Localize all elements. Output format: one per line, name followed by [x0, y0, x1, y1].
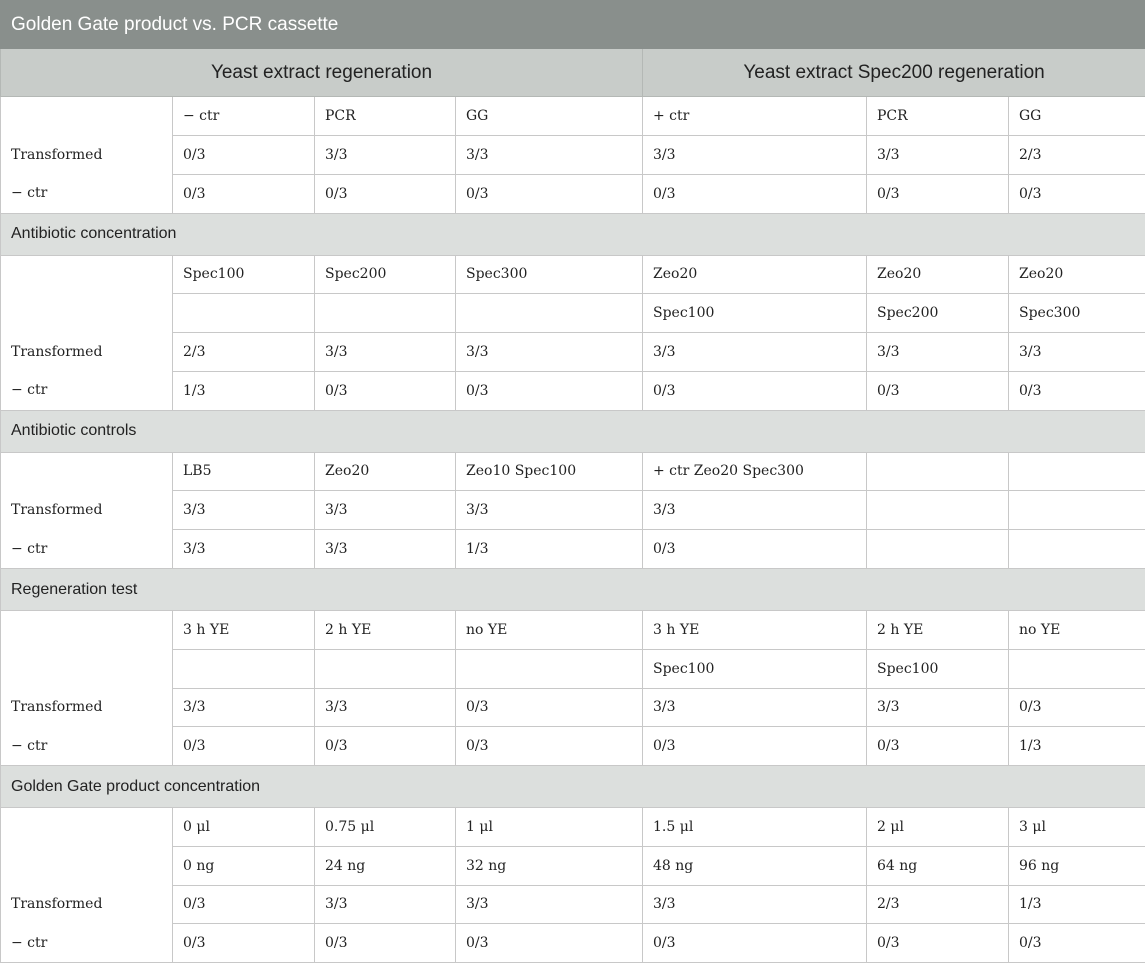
table-cell: [867, 452, 1009, 491]
table-cell: 0/3: [1009, 174, 1145, 213]
table-title: Golden Gate product vs. PCR cassette: [1, 1, 1145, 49]
table-cell: 1/3: [173, 371, 315, 410]
table-cell: [315, 294, 456, 333]
table-cell: 3/3: [315, 688, 456, 727]
table-cell: 0/3: [315, 174, 456, 213]
table-cell: 0/3: [643, 924, 867, 963]
table-cell: 3/3: [315, 135, 456, 174]
table-cell: Zeo20: [1009, 255, 1145, 294]
table-row: [1, 611, 1145, 650]
table-cell: 0/3: [456, 371, 643, 410]
table-row: [1, 727, 1145, 766]
table-cell: 3/3: [456, 135, 643, 174]
table-cell: 0/3: [643, 371, 867, 410]
table-row: [1, 294, 1145, 333]
table-cell: 3/3: [315, 333, 456, 372]
table-cell: 24 ng: [315, 846, 456, 885]
table-cell: 3/3: [456, 885, 643, 924]
table-cell: 0/3: [643, 174, 867, 213]
table-cell: 3 h YE: [173, 611, 315, 650]
row-label: Transformed: [11, 147, 102, 163]
row-label: Transformed: [11, 502, 102, 518]
table-cell: 1 μl: [456, 808, 643, 847]
table-body: [1, 97, 1145, 963]
table-cell: 64 ng: [867, 846, 1009, 885]
table-cell: Spec300: [1009, 294, 1145, 333]
table-row: [1, 924, 1145, 963]
table-cell: 2 h YE: [315, 611, 456, 650]
table-cell: 3 h YE: [643, 611, 867, 650]
table-cell: 32 ng: [456, 846, 643, 885]
table-cell: 0/3: [173, 885, 315, 924]
table-cell: 1/3: [1009, 885, 1145, 924]
row-label: − ctr: [11, 738, 47, 754]
row-label-group: [1, 611, 173, 766]
table-row: [1, 333, 1145, 372]
table-cell: 0/3: [643, 727, 867, 766]
table-cell: [1009, 491, 1145, 530]
row-label: − ctr: [11, 935, 47, 951]
table-cell: 0/3: [1009, 688, 1145, 727]
row-label-group: [1, 255, 173, 410]
table-cell: 0/3: [315, 727, 456, 766]
table-row: [1, 491, 1145, 530]
table-cell: [867, 530, 1009, 569]
table-cell: 2 μl: [867, 808, 1009, 847]
table-cell: 0.75 μl: [315, 808, 456, 847]
table-cell: [315, 649, 456, 688]
row-label: Transformed: [11, 896, 102, 912]
table-cell: 3/3: [1009, 333, 1145, 372]
table-cell: 0/3: [643, 530, 867, 569]
table-cell: 3/3: [643, 333, 867, 372]
table-cell: 3/3: [315, 885, 456, 924]
table-cell: Zeo20: [867, 255, 1009, 294]
table-cell: + ctr: [643, 97, 867, 136]
table-cell: 0/3: [315, 371, 456, 410]
section-row: [1, 569, 1145, 611]
table-cell: 2/3: [1009, 135, 1145, 174]
table-cell: Spec200: [315, 255, 456, 294]
table-cell: 3/3: [643, 688, 867, 727]
table-cell: 0/3: [456, 688, 643, 727]
table-cell: 0/3: [867, 727, 1009, 766]
group-header-yeast-extract: Yeast extract regeneration: [1, 49, 643, 97]
table-cell: Zeo20: [315, 452, 456, 491]
table-cell: 96 ng: [1009, 846, 1145, 885]
table-cell: 0/3: [315, 924, 456, 963]
table-cell: Spec100: [643, 649, 867, 688]
table-row: [1, 688, 1145, 727]
table-cell: 0/3: [867, 371, 1009, 410]
table-cell: Spec100: [867, 649, 1009, 688]
table-cell: Spec100: [173, 255, 315, 294]
table-row: [1, 846, 1145, 885]
table-row: [1, 649, 1145, 688]
table-cell: [1009, 530, 1145, 569]
table-cell: 3/3: [456, 333, 643, 372]
table-row: [1, 808, 1145, 847]
row-label: Transformed: [11, 344, 102, 360]
table-cell: 0/3: [1009, 924, 1145, 963]
table-cell: 0/3: [456, 727, 643, 766]
section-title: Golden Gate product concentration: [1, 766, 1145, 808]
table-row: [1, 174, 1145, 213]
table-cell: no YE: [456, 611, 643, 650]
table-cell: 3/3: [643, 491, 867, 530]
table-cell: + ctr Zeo20 Spec300: [643, 452, 867, 491]
table-cell: 0/3: [456, 924, 643, 963]
table-cell: 1/3: [456, 530, 643, 569]
table-cell: 2/3: [173, 333, 315, 372]
table-cell: 3/3: [173, 688, 315, 727]
section-row: [1, 766, 1145, 808]
table-row: [1, 452, 1145, 491]
section-title: Antibiotic controls: [1, 410, 1145, 452]
table-cell: [173, 294, 315, 333]
table-row: [1, 97, 1145, 136]
row-label: − ctr: [11, 185, 47, 201]
table-row: [1, 371, 1145, 410]
table-cell: [456, 294, 643, 333]
table-cell: 0 ng: [173, 846, 315, 885]
table-cell: GG: [456, 97, 643, 136]
table-cell: 48 ng: [643, 846, 867, 885]
table-cell: no YE: [1009, 611, 1145, 650]
table-cell: 1.5 μl: [643, 808, 867, 847]
table-cell: 0/3: [867, 174, 1009, 213]
table-cell: 3/3: [867, 688, 1009, 727]
table-cell: Spec100: [643, 294, 867, 333]
table-cell: PCR: [315, 97, 456, 136]
row-label: Transformed: [11, 699, 102, 715]
table-cell: 2/3: [867, 885, 1009, 924]
section-row: [1, 213, 1145, 255]
row-label: − ctr: [11, 382, 47, 398]
table-cell: 3/3: [867, 333, 1009, 372]
table-cell: 0/3: [173, 174, 315, 213]
table-cell: GG: [1009, 97, 1145, 136]
table-cell: 0/3: [173, 135, 315, 174]
table-cell: 3/3: [643, 885, 867, 924]
table-cell: [867, 491, 1009, 530]
table-cell: − ctr: [173, 97, 315, 136]
table-cell: 3/3: [173, 530, 315, 569]
table-cell: [1009, 452, 1145, 491]
table-cell: 0/3: [173, 727, 315, 766]
table-cell: 0/3: [867, 924, 1009, 963]
table-cell: Spec300: [456, 255, 643, 294]
table-cell: 3/3: [315, 530, 456, 569]
row-label: − ctr: [11, 541, 47, 557]
table-row: [1, 885, 1145, 924]
table-cell: 0/3: [173, 924, 315, 963]
table-cell: [456, 649, 643, 688]
row-label-group: [1, 808, 173, 963]
table-cell: 0 μl: [173, 808, 315, 847]
table-cell: 3/3: [456, 491, 643, 530]
table-cell: 3/3: [173, 491, 315, 530]
table-cell: Spec200: [867, 294, 1009, 333]
row-label-group: [1, 452, 173, 569]
table-cell: Zeo20: [643, 255, 867, 294]
table-cell: [1009, 649, 1145, 688]
section-title: Regeneration test: [1, 569, 1145, 611]
table-cell: 3/3: [867, 135, 1009, 174]
section-title: Antibiotic concentration: [1, 213, 1145, 255]
table-cell: LB5: [173, 452, 315, 491]
table-row: [1, 530, 1145, 569]
table-cell: 3/3: [643, 135, 867, 174]
table-cell: 2 h YE: [867, 611, 1009, 650]
group-header-yeast-extract-spec200: Yeast extract Spec200 regeneration: [643, 49, 1145, 97]
section-row: [1, 410, 1145, 452]
table-cell: 3 μl: [1009, 808, 1145, 847]
table-cell: Zeo10 Spec100: [456, 452, 643, 491]
row-label-group: [1, 97, 173, 214]
table-cell: 0/3: [1009, 371, 1145, 410]
table-row: [1, 255, 1145, 294]
table-cell: 3/3: [315, 491, 456, 530]
table-cell: PCR: [867, 97, 1009, 136]
table-row: [1, 135, 1145, 174]
table-cell: 1/3: [1009, 727, 1145, 766]
table-cell: [173, 649, 315, 688]
table-cell: 0/3: [456, 174, 643, 213]
